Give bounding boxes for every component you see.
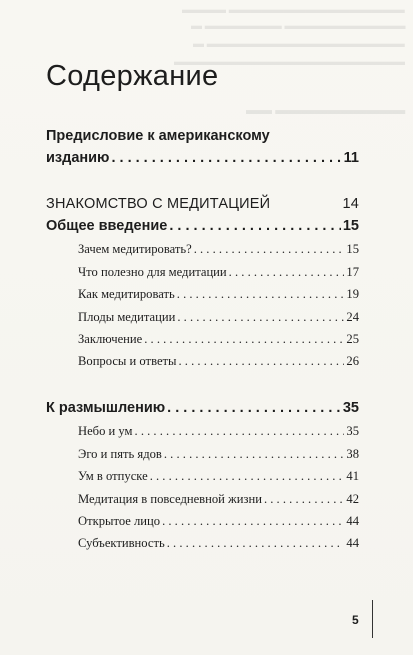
toc-subentry	[78, 514, 359, 529]
toc-entry-page: 17	[346, 265, 359, 279]
toc-entry-section	[46, 196, 359, 212]
toc-entry-label: Ум в отпуске	[78, 469, 148, 483]
toc-entry-preface	[46, 150, 359, 166]
dot-leader	[177, 310, 344, 325]
toc-entry-general-intro	[46, 218, 359, 234]
toc-subentry	[78, 242, 359, 257]
dot-leader	[135, 424, 345, 439]
toc-entry-label: Вопросы и ответы	[78, 354, 177, 368]
dot-leader	[179, 354, 345, 369]
dot-leader	[150, 469, 345, 484]
toc-entry-label: Эго и пять ядов	[78, 447, 162, 461]
toc-subentry	[78, 287, 359, 302]
toc-entry-page: 19	[346, 287, 359, 301]
toc-entry-page: 25	[346, 332, 359, 346]
toc-entry-page: 38	[346, 447, 359, 461]
toc-entry-label: Плоды медитации	[78, 310, 176, 324]
dot-leader	[144, 332, 344, 347]
show-through: ▬▬▬▬▬▬▬▬▬▬▬▬▬▬▬▬ ▬▬▬▬	[182, 4, 405, 16]
toc-entry-label: Небо и ум	[78, 424, 133, 438]
toc-entry-page: 15	[342, 218, 359, 234]
dot-leader	[167, 400, 341, 416]
toc-entry-label: К размышлению	[46, 400, 166, 416]
toc-entry-page: 41	[346, 469, 359, 483]
show-through: ▬▬▬▬▬▬▬▬▬▬▬▬▬▬▬▬▬▬ ▬	[193, 38, 405, 50]
toc-entry-label: Субъективность	[78, 536, 165, 550]
toc-entry-label: Медитация в повседневной жизни	[78, 492, 262, 506]
page-title: Содержание	[46, 60, 219, 92]
toc-entry-preface-line1: Предисловие к американскому	[46, 128, 270, 144]
toc-entry-page: 14	[342, 196, 359, 212]
toc-subentry	[78, 447, 359, 462]
dot-leader	[164, 447, 345, 462]
toc-entry-label: Зачем медитировать?	[78, 242, 192, 256]
dot-leader	[162, 514, 344, 529]
dot-leader	[177, 287, 345, 302]
dot-leader	[229, 265, 345, 280]
toc-entry-page: 11	[343, 150, 359, 166]
toc-entry-label: Как медитировать	[78, 287, 175, 301]
dot-leader	[264, 492, 344, 507]
toc-subentry	[78, 469, 359, 484]
toc-subentry	[78, 536, 359, 551]
toc-entry-page: 44	[346, 536, 359, 550]
toc-entry-page: 35	[342, 400, 359, 416]
toc-entry-page: 35	[346, 424, 359, 438]
dot-leader	[111, 150, 341, 166]
toc-entry-label: Общее введение	[46, 218, 168, 234]
toc-subentry	[78, 424, 359, 439]
toc-entry-page: 44	[346, 514, 359, 528]
toc-entry-page: 26	[346, 354, 359, 368]
toc-entry-label: изданию	[46, 150, 110, 166]
dot-leader	[169, 218, 341, 234]
toc-subentry	[78, 354, 359, 369]
toc-entry-page: 15	[346, 242, 359, 256]
toc-entry-label: Заключение	[78, 332, 143, 346]
toc-subentry	[78, 492, 359, 507]
dot-leader	[167, 536, 345, 551]
toc-entry-label: Что полезно для медитации	[78, 265, 227, 279]
toc-subentry	[78, 310, 359, 325]
toc-entry-label: Открытое лицо	[78, 514, 161, 528]
folio-rule	[372, 600, 373, 638]
toc-entry-page: 24	[346, 310, 359, 324]
dot-leader	[194, 242, 345, 257]
page-number: 5	[352, 613, 359, 627]
show-through: ▬▬▬▬▬▬▬▬▬▬▬▬▬▬▬▬▬▬▬▬▬	[174, 56, 405, 68]
toc-entry-label: ЗНАКОМСТВО С МЕДИТАЦИЕЙ	[46, 196, 271, 212]
show-through: ▬▬▬▬▬▬▬▬▬▬▬ ▬▬▬▬▬▬▬ ▬	[190, 20, 405, 32]
toc-subentry	[78, 265, 359, 280]
show-through: ▬▬▬▬▬▬▬▬▬▬ ▬▬	[245, 102, 405, 117]
toc-entry-page: 42	[346, 492, 359, 506]
toc-subentry	[78, 332, 359, 347]
toc-entry-reflection	[46, 400, 359, 416]
